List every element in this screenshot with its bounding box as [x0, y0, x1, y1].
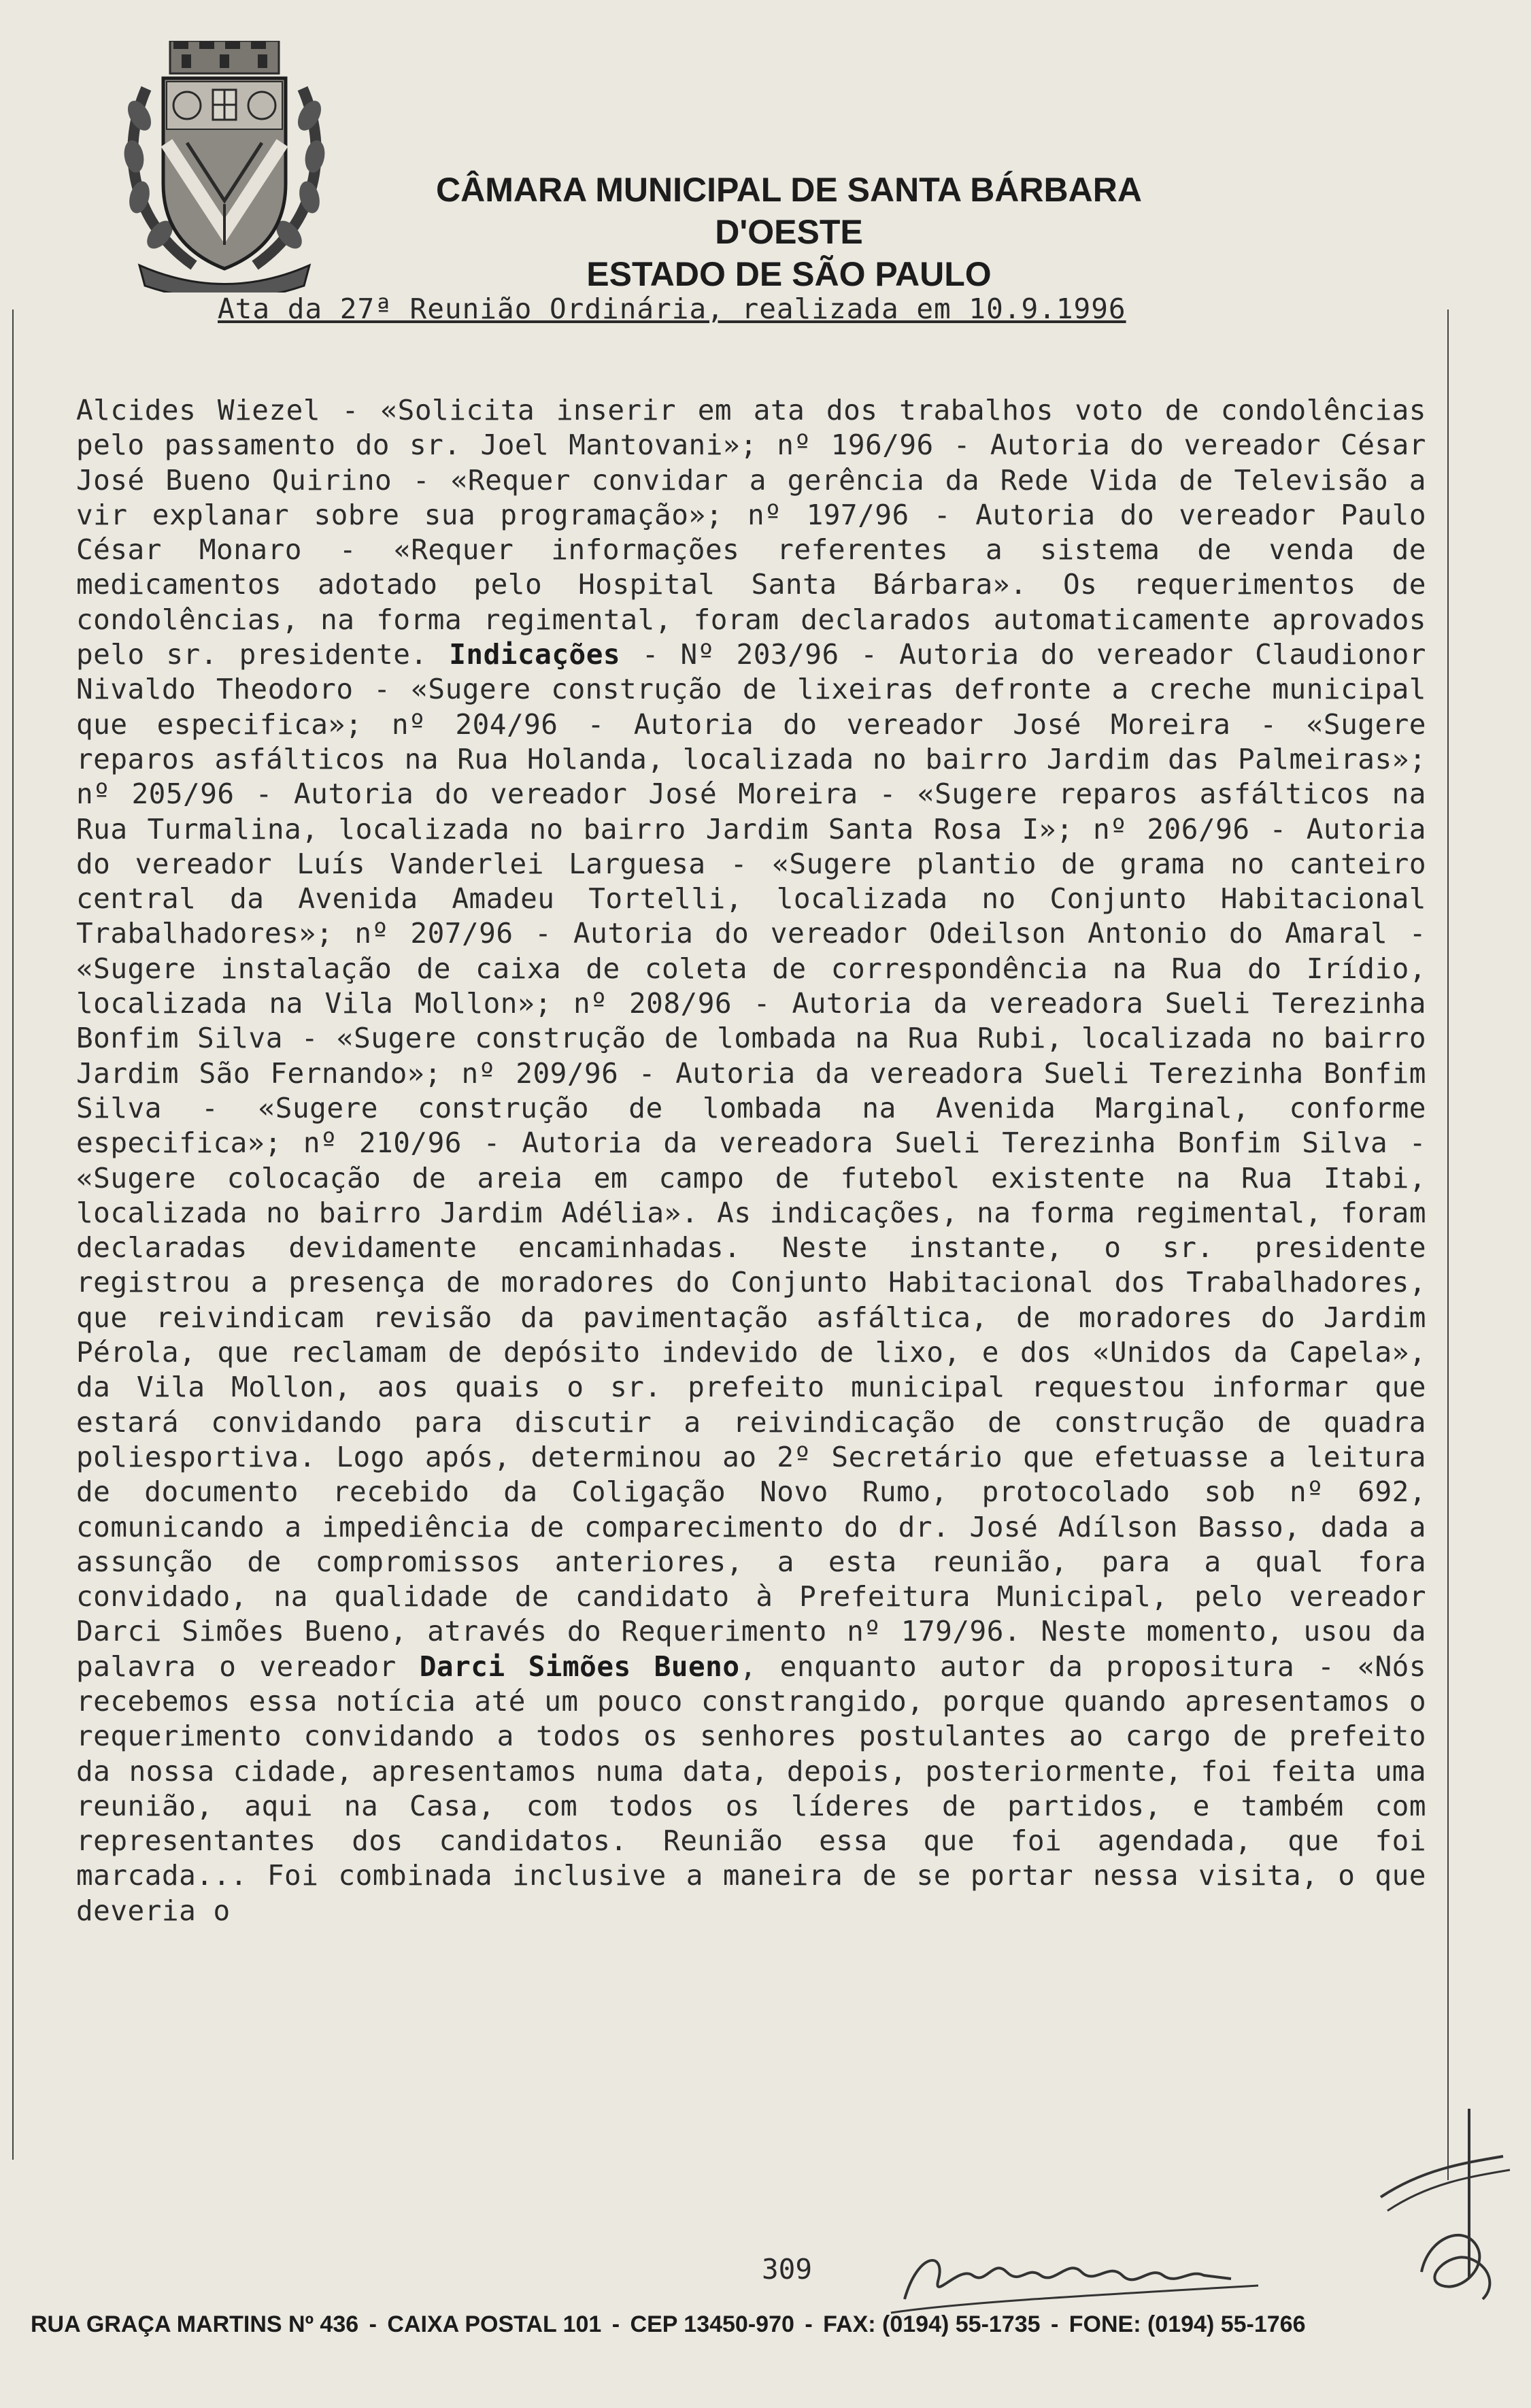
speaker-name: Darci Simões Bueno — [419, 1650, 740, 1683]
handwritten-initials — [1367, 2109, 1517, 2313]
footer-phone: FONE: (0194) 55-1766 — [1069, 2311, 1306, 2337]
minutes-text-part2: - Nº 203/96 - Autoria do vereador Claudionor Nivaldo Theodoro - «Sugere construção de lixeiras defronte a creche municipal que especifica»; nº 204/96 - Autoria do vereador José Moreira - «Sugere reparos asfálticos na Rua Holanda, localizada no bairro Jardim das Palmeiras»; nº 205/96 - Autoria do vereador José Moreira - «Sugere reparos asfálticos na Rua Turmalina, localizada no bairro Jardim Santa Rosa I»; nº 206/96 - Autoria do vereador Luís Vanderlei Larguesa - «Sugere plantio de grama no canteiro central da Avenida Amadeu Tortelli, localizada no Conjunto Habitacional Trabalhadores»; nº 207/96 - Autoria do vereador Odeilson Antonio do Amaral - «Sugere instalação de caixa de coleta de correspondência na Rua do Irídio, localizada na Vila Mollon»; nº 208/96 - Autoria da vereadora Sueli Terezinha Bonfim Silva - «Sugere construção de lombada na Rua Rubi, localizada no bairro Jardim São Fernando»; nº 209/96 - Autoria da vereadora Sueli Terezinha Bonfim Silva - «Sugere construção de lombada na Avenida Marginal, conforme especifica»; nº 210/96 - Autoria da vereadora Sueli Terezinha Bonfim Silva - «Sugere colocação de areia em campo de futebol existente na Rua Itabi, localizada no bairro Jardim Adélia». As indicações, na forma regimental, foram declaradas devidamente encaminhadas. Neste instante, o sr. presidente registrou a presença de moradores do Conjunto Habitacional dos Trabalhadores, que reivindicam revisão da pavimentação asfáltica, de moradores do Jardim Pérola, que reclamam de depósito indevido de lixo, e dos «Unidos da Capela», da Vila Mollon, aos quais o sr. prefeito municipal requestou informar que estará convidando para discutir a reivindicação de construção de quadra poliesportiva. Logo após, determinou ao 2º Secretário que efetuasse a leitura de documento recebido da Coligação Novo Rumo, protocolado sob nº 692, comunicando a impediência de comparecimento do dr. José Adílson Basso, dada a assunção de compromissos anteriores, a esta reunião, para a qual fora convidado, na qualidade de candidato à Prefeitura Municipal, pelo vereador Darci Simões Bueno, através do Requerimento nº 179/96. Neste momento, usou da palavra o vereador — [76, 638, 1426, 1683]
minutes-text-part3: , enquanto autor da propositura - «Nós recebemos essa notícia até um pouco constrangido, porque quando apresentamos o requerimento convidando a todos os senhores postulantes ao cargo de prefeito da nossa cidade, apresentamos numa data, depois, posteriormente, foi feita uma reunião, aqui na Casa, com todos os líderes de partidos, e também com representantes dos candidatos. Reunião essa que foi agendada, que foi marcada... Foi combinada inclusive a maneira de se portar nessa visita, o que deveria o — [76, 1650, 1426, 1927]
footer-separator: - — [805, 2311, 813, 2337]
footer-separator: - — [611, 2311, 620, 2337]
right-margin-rule — [1447, 310, 1449, 2180]
institution-name: CÂMARA MUNICIPAL DE SANTA BÁRBARA D'OESTE — [436, 171, 1142, 251]
minutes-body — [76, 393, 1426, 1928]
municipal-coat-of-arms-icon — [119, 41, 330, 292]
footer-fax: FAX: (0194) 55-1735 — [823, 2311, 1041, 2337]
handwritten-signature — [877, 2238, 1285, 2320]
footer-postal-box: CAIXA POSTAL 101 — [387, 2311, 602, 2337]
indicacoes-heading: Indicações — [449, 638, 621, 671]
footer-separator: - — [369, 2311, 377, 2337]
page-number: 309 — [762, 2253, 813, 2286]
minutes-text-part1: Alcides Wiezel - «Solicita inserir em ata dos trabalhos voto de condolências pelo passamento do sr. Joel Mantovani»; nº 196/96 - Autoria do vereador César José Bueno Quirino - «Requer convidar a gerência da Rede Vida de Televisão a vir explanar sobre sua programação»; nº 197/96 - Autoria do vereador Paulo César Monaro - «Requer informações referentes a sistema de venda de medicamentos adotado pelo Hospital Santa Bárbara». Os requerimentos de condolências, na forma regimental, foram declarados automaticamente aprovados pelo sr. presidente. — [76, 394, 1426, 671]
footer-contact — [31, 2311, 1513, 2338]
footer-address: RUA GRAÇA MARTINS Nº 436 — [31, 2311, 359, 2337]
state-name: ESTADO DE SÃO PAULO — [586, 255, 992, 293]
footer-separator: - — [1050, 2311, 1059, 2337]
institution-header — [381, 169, 1197, 295]
left-margin-rule — [12, 310, 14, 2160]
footer-cep: CEP 13450-970 — [630, 2311, 794, 2337]
document-title: Ata da 27ª Reunião Ordinária, realizada em 10.9.1996 — [218, 292, 1126, 325]
